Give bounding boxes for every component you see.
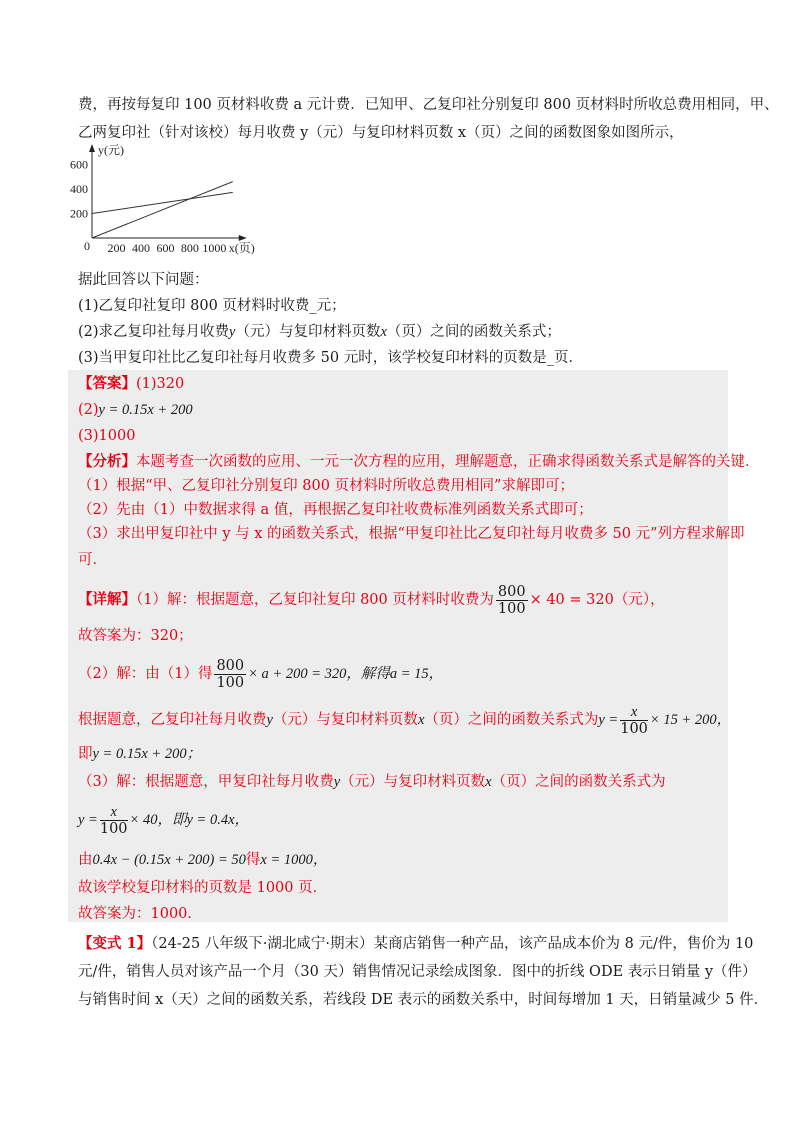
detail-2b-text: 根据题意，乙复印社每月收费 — [78, 712, 267, 728]
detail-2-text: （2）解：由（1）得 — [78, 666, 213, 682]
detail-1-answer: 故答案为：320； — [78, 628, 193, 644]
detail-2-result: a = 15， — [389, 666, 444, 682]
detail-3b-lhs: y = — [78, 812, 98, 828]
analysis-point-3b: 可． — [78, 552, 107, 568]
detail-1-text: （1）解：根据题意，乙复印社复印 800 页材料时收费为 — [136, 592, 494, 608]
detail-line-1 — [78, 582, 665, 618]
x-tick-label: 1000 — [202, 241, 227, 255]
detail-3-mid: （元）与复印材料页数 — [340, 774, 486, 790]
origin-label: 0 — [84, 239, 90, 253]
detail-line-3c — [78, 850, 327, 870]
question-2-part-c: （页）之间的函数关系式； — [386, 324, 561, 340]
answer-tag: 【答案】 — [78, 375, 136, 392]
y-tick-label: 200 — [70, 206, 88, 221]
detail-2c-text: 即 — [78, 746, 93, 762]
x-tick-label: 200 — [107, 241, 126, 255]
analysis-point-3a: （3）求出甲复印社中 y 与 x 的函数关系式，根据“甲复印社比乙复印社每月收费多 50 元”列方程求解即 — [78, 526, 745, 542]
fraction-x-100: $\frac{x}{100}$ — [620, 703, 648, 737]
chart-series — [92, 182, 233, 238]
function-graph — [70, 142, 300, 264]
detail-2b-lhs: y = — [598, 712, 619, 728]
detail-1-tail: × 40 = 320（元）， — [529, 592, 665, 608]
analysis-point-1: （1）根据“甲、乙复印社分别复印 800 页材料时所收总费用相同”求解即可； — [78, 478, 574, 494]
question-2-part-a: (2)求乙复印社每月收费 — [78, 324, 230, 340]
intro-line-2: 乙两复印社（针对该校）每月收费 y（元）与复印材料页数 x（页）之间的函数图象如图所示， — [78, 125, 684, 141]
answer-1: (1)320 — [136, 376, 185, 392]
question-3: (3)当甲复印社比乙复印社每月收费多 50 元时，该学校复印材料的页数是_页． — [78, 350, 583, 366]
detail-3c-mid: 得 — [245, 852, 261, 868]
answer-2-equation: y = 0.15x + 200 — [98, 402, 193, 418]
variant-tag: 【变式 1】 — [78, 935, 152, 952]
var-x: x — [380, 324, 387, 340]
x-tick-label: 600 — [156, 241, 175, 255]
analysis-point-2: （2）先由（1）中数据求得 a 值，再根据乙复印社收费标准列函数关系式即可； — [78, 502, 593, 518]
var-x-c: x — [485, 774, 492, 790]
detail-3c-equation: 0.4x − (0.15x + 200) = 50 — [92, 852, 246, 868]
variant-line-1 — [78, 934, 753, 954]
x-axis-label: x(页) — [228, 241, 255, 255]
answer-line-2 — [78, 400, 193, 420]
y-tick-label: 400 — [70, 182, 88, 196]
detail-3-conclusion: 故该学校复印材料的页数是 1000 页． — [78, 880, 328, 896]
answer-2-prefix: (2) — [78, 402, 99, 418]
detail-2-equation: × a + 200 = 320，解得 — [248, 666, 390, 682]
var-y-b: y — [266, 712, 273, 728]
question-2 — [78, 322, 561, 342]
detail-line-2b — [78, 702, 731, 738]
detail-3b-equation: y = 0.4x， — [186, 812, 249, 828]
question-1: (1)乙复印社复印 800 页材料时收费_元； — [78, 298, 346, 314]
detail-3-text: （3）解：根据题意，甲复印社每月收费 — [78, 774, 334, 790]
question-2-part-b: （元）与复印材料页数 — [235, 324, 381, 340]
y-axis-label: y(元) — [98, 143, 124, 157]
y-tick-label: 600 — [70, 157, 88, 172]
detail-line-2 — [78, 654, 443, 694]
fraction-800-100: $\frac{800}{100}$ — [497, 583, 526, 617]
x-tick-label: 800 — [180, 241, 199, 255]
variant-text-1: （24-25 八年级下·湖北咸宁·期末）某商店销售一种产品，该产品成本价为 8 元/件，售价为 10 — [151, 936, 754, 952]
answer-line-1 — [78, 374, 184, 394]
var-y-c: y — [333, 774, 341, 790]
questions-lead: 据此回答以下问题： — [78, 272, 209, 288]
variant-line-2: 元/件，销售人员对该产品一个月（30 天）销售情况记录绘成图象．图中的折线 ODE 表示日销量 y（件） — [78, 964, 757, 980]
variant-line-3: 与销售时间 x（天）之间的函数关系，若线段 DE 表示的函数关系中，时间每增加 1 天，日销量减少 5 件． — [78, 992, 769, 1008]
fraction-x-100-b: $\frac{x}{100}$ — [99, 803, 128, 837]
detail-3c-result: x = 1000， — [260, 852, 328, 868]
answer-3: (3)1000 — [78, 428, 136, 444]
var-y: y — [229, 324, 236, 340]
detail-line-2c — [78, 744, 201, 764]
analysis-tag: 【分析】 — [78, 453, 136, 470]
detail-tag: 【详解】 — [78, 591, 136, 608]
detail-3-mid2: （页）之间的函数关系式为 — [491, 774, 666, 790]
analysis-line — [78, 452, 760, 472]
detail-2b-mid: （元）与复印材料页数 — [272, 712, 418, 728]
detail-line-3 — [78, 772, 666, 792]
detail-2b-mid2: （页）之间的函数关系式为 — [424, 712, 599, 728]
var-x-b: x — [417, 712, 425, 728]
x-tick-label: 400 — [131, 241, 150, 255]
chart-axes — [84, 143, 255, 255]
detail-3b-tail: × 40，即 — [129, 812, 187, 828]
intro-line-1: 费，再按每复印 100 页材料收费 a 元计费．已知甲、乙复印社分别复印 800 页材料时所收总费用相同，甲、 — [78, 97, 779, 113]
fraction-800-100-b: $\frac{800}{100}$ — [216, 657, 245, 691]
detail-2c-equation: y = 0.15x + 200； — [92, 746, 202, 762]
detail-3c-text: 由 — [78, 852, 93, 868]
detail-3-answer: 故答案为：1000． — [78, 906, 202, 922]
analysis-text: 本题考查一次函数的应用、一元一次方程的应用，理解题意，正确求得函数关系式是解答的关键． — [136, 454, 760, 470]
y-axis-arrow — [89, 144, 95, 152]
chart-ticks — [70, 158, 226, 256]
detail-line-3b — [78, 800, 249, 840]
detail-2b-tail: × 15 + 200， — [649, 712, 732, 728]
